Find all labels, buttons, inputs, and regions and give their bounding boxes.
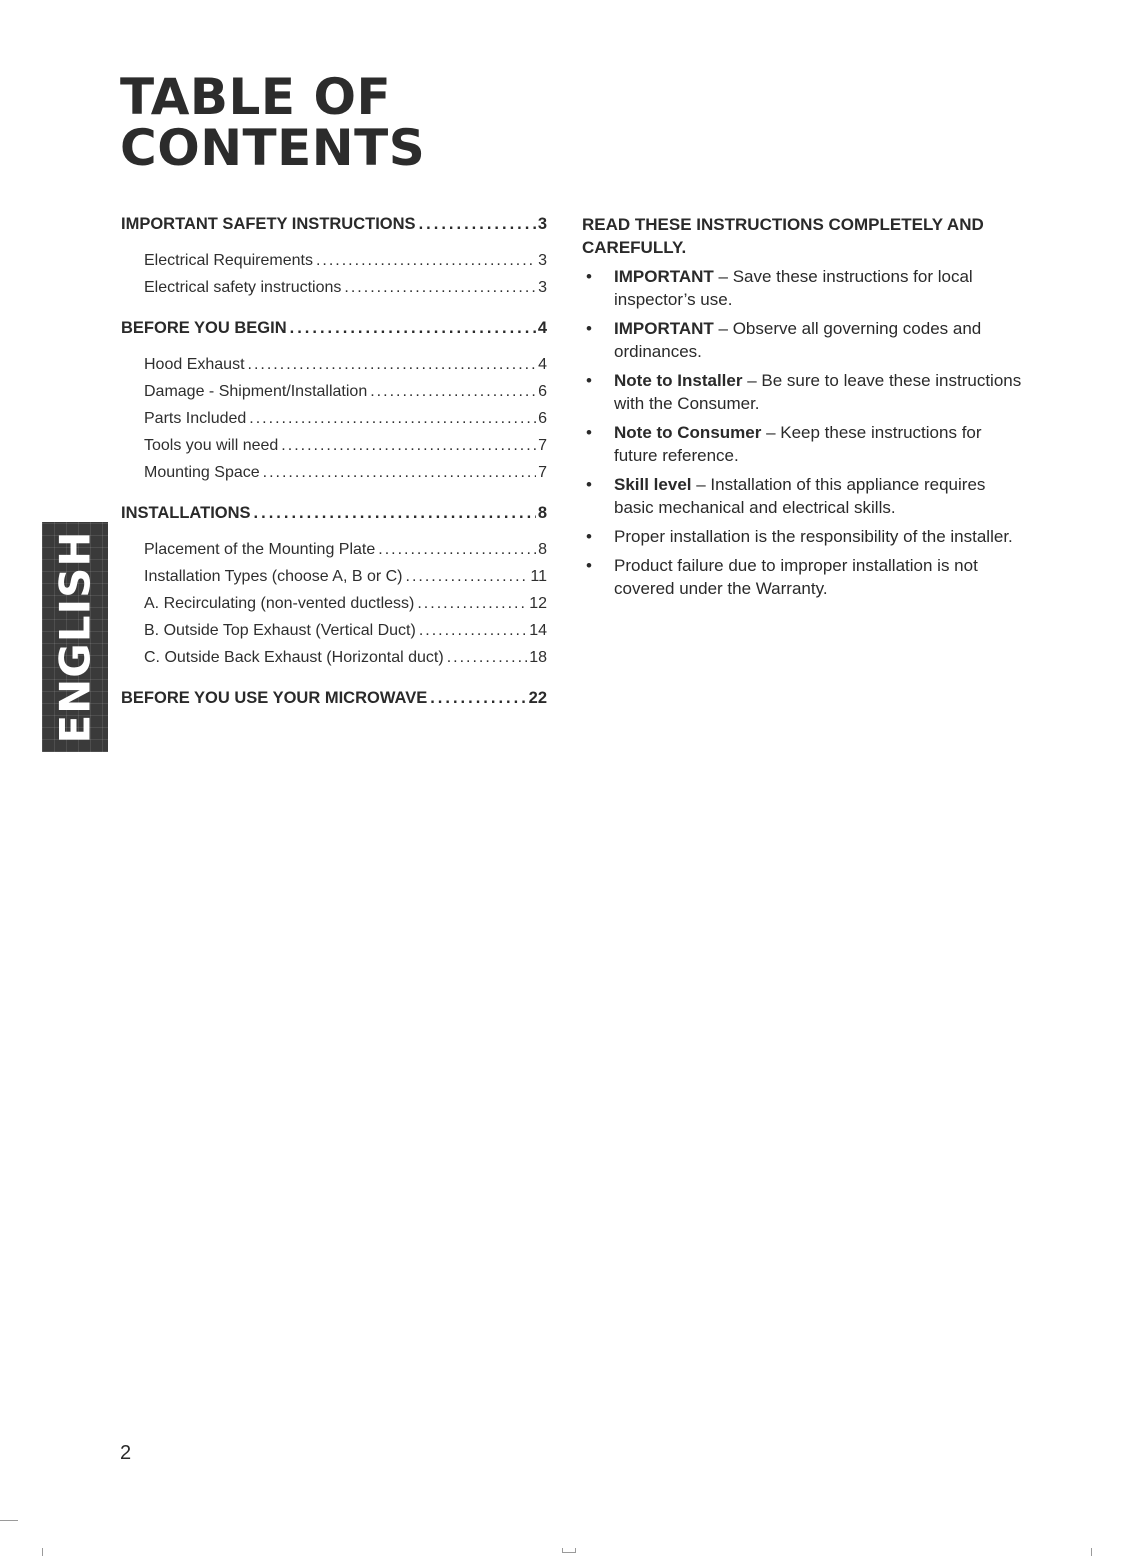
toc-leader-dots — [430, 687, 526, 709]
toc-item — [144, 405, 547, 432]
toc-section — [121, 502, 547, 671]
toc-section-heading — [121, 317, 547, 339]
list-item — [582, 525, 1022, 548]
toc-item-page: 3 — [538, 279, 547, 296]
bullet-icon: • — [586, 267, 592, 286]
toc-item — [144, 274, 547, 301]
toc-leader-dots — [419, 617, 527, 644]
toc-item-title: Parts Included — [144, 410, 247, 427]
toc-leader-dots — [249, 405, 536, 432]
toc-item — [144, 247, 547, 274]
toc-item-title: B. Outside Top Exhaust (Vertical Duct) — [144, 622, 416, 639]
toc-item — [144, 378, 547, 405]
list-item — [582, 265, 1022, 311]
list-item — [582, 473, 1022, 519]
toc-item-page: 7 — [538, 464, 547, 481]
toc-item-title: Electrical Requirements — [144, 252, 313, 269]
toc-section-heading — [121, 502, 547, 524]
toc-item — [144, 351, 547, 378]
toc-section — [121, 213, 547, 301]
bullet-icon: • — [586, 527, 592, 546]
toc-item-page: 18 — [529, 649, 547, 666]
note-separator: – — [713, 319, 733, 338]
toc-section — [121, 317, 547, 486]
toc-leader-dots — [248, 351, 537, 378]
toc-section-heading — [121, 213, 547, 235]
toc-leader-dots — [370, 378, 536, 405]
toc-section — [121, 687, 547, 709]
notes-heading: READ THESE INSTRUCTIONS COMPLETELY AND CAREFULLY. — [582, 215, 984, 257]
page-number: 2 — [120, 1442, 132, 1464]
bullet-icon: • — [586, 371, 592, 390]
toc-leader-dots — [447, 644, 528, 671]
page-title — [120, 68, 426, 177]
note-separator: – — [761, 423, 781, 442]
toc-leader-dots — [406, 563, 529, 590]
note-text: Save these instructions for local inspector’s use. — [614, 267, 973, 309]
toc-item-page: 12 — [529, 595, 547, 612]
toc-section-title: BEFORE YOU BEGIN — [121, 319, 287, 337]
toc-leader-dots — [263, 459, 536, 486]
scan-mark — [0, 1520, 18, 1521]
table-of-contents — [121, 213, 547, 709]
note-term: IMPORTANT — [614, 267, 714, 286]
toc-item — [144, 644, 547, 671]
toc-item-title: Mounting Space — [144, 464, 260, 481]
scan-mark — [562, 1548, 576, 1553]
note-separator: – — [713, 267, 733, 286]
instructions-notes — [582, 213, 1022, 606]
toc-item-title: Damage - Shipment/Installation — [144, 383, 368, 400]
toc-leader-dots — [417, 590, 527, 617]
toc-item — [144, 459, 547, 486]
toc-item-page: 3 — [538, 252, 547, 269]
note-separator: – — [742, 371, 762, 390]
toc-item-page: 6 — [538, 410, 547, 427]
list-item — [582, 317, 1022, 363]
toc-item-page: 7 — [538, 437, 547, 454]
toc-item-title: Electrical safety instructions — [144, 279, 342, 296]
toc-leader-dots — [344, 274, 536, 301]
note-term: Note to Installer — [614, 371, 743, 390]
toc-section-page: 8 — [537, 504, 547, 522]
toc-item-page: 4 — [538, 356, 547, 373]
toc-item-title: Installation Types (choose A, B or C) — [144, 568, 403, 585]
toc-section-page: 3 — [537, 215, 547, 233]
toc-leader-dots — [378, 536, 536, 563]
note-term: Skill level — [614, 475, 692, 494]
note-text: Installation of this appliance requires basic mechanical and electrical skills. — [614, 475, 986, 517]
toc-section-page: 22 — [528, 689, 547, 707]
toc-leader-dots — [254, 502, 536, 524]
toc-item-title: Tools you will need — [144, 437, 279, 454]
bullet-icon: • — [586, 556, 592, 575]
toc-item-page: 6 — [538, 383, 547, 400]
toc-section-page: 4 — [537, 319, 547, 337]
toc-subitems — [121, 351, 547, 486]
toc-item-title: Hood Exhaust — [144, 356, 245, 373]
toc-section-title: IMPORTANT SAFETY INSTRUCTIONS — [121, 215, 416, 233]
toc-item-title: Placement of the Mounting Plate — [144, 541, 376, 558]
toc-item — [144, 590, 547, 617]
toc-item — [144, 563, 547, 590]
note-term: Note to Consumer — [614, 423, 762, 442]
note-text: Observe all governing codes and ordinances. — [614, 319, 982, 361]
note-text: Product failure due to improper installation is not covered under the Warranty. — [614, 556, 978, 598]
toc-leader-dots — [281, 432, 536, 459]
scan-mark — [1091, 1548, 1092, 1556]
toc-subitems — [121, 536, 547, 671]
toc-item — [144, 536, 547, 563]
toc-item — [144, 617, 547, 644]
note-separator: – — [691, 475, 711, 494]
bullet-icon: • — [586, 475, 592, 494]
note-text: Proper installation is the responsibility of the installer. — [614, 527, 1013, 546]
bullet-icon: • — [586, 319, 592, 338]
scan-mark — [42, 1548, 43, 1556]
language-tab — [42, 522, 108, 752]
toc-subitems — [121, 247, 547, 301]
language-tab-label: ENGLISH — [50, 530, 100, 744]
page-title-line-1: TABLE OF — [120, 68, 392, 126]
toc-item-page: 11 — [530, 568, 547, 585]
note-text: Keep these instructions for future reference. — [614, 423, 982, 465]
list-item — [582, 421, 1022, 467]
toc-item-title: C. Outside Back Exhaust (Horizontal duct) — [144, 649, 444, 666]
toc-item — [144, 432, 547, 459]
toc-item-title: A. Recirculating (non-vented ductless) — [144, 595, 415, 612]
note-text: Be sure to leave these instructions with the Consumer. — [614, 371, 1022, 413]
toc-item-page: 14 — [529, 622, 547, 639]
toc-item-page: 8 — [538, 541, 547, 558]
toc-section-heading — [121, 687, 547, 709]
toc-leader-dots — [419, 213, 536, 235]
notes-list — [582, 265, 1022, 600]
list-item — [582, 554, 1022, 600]
list-item — [582, 369, 1022, 415]
toc-leader-dots — [316, 247, 536, 274]
note-term: IMPORTANT — [614, 319, 714, 338]
toc-section-title: INSTALLATIONS — [121, 504, 251, 522]
toc-section-title: BEFORE YOU USE YOUR MICROWAVE — [121, 689, 428, 707]
page-title-line-2: CONTENTS — [120, 119, 426, 177]
toc-leader-dots — [290, 317, 536, 339]
bullet-icon: • — [586, 423, 592, 442]
